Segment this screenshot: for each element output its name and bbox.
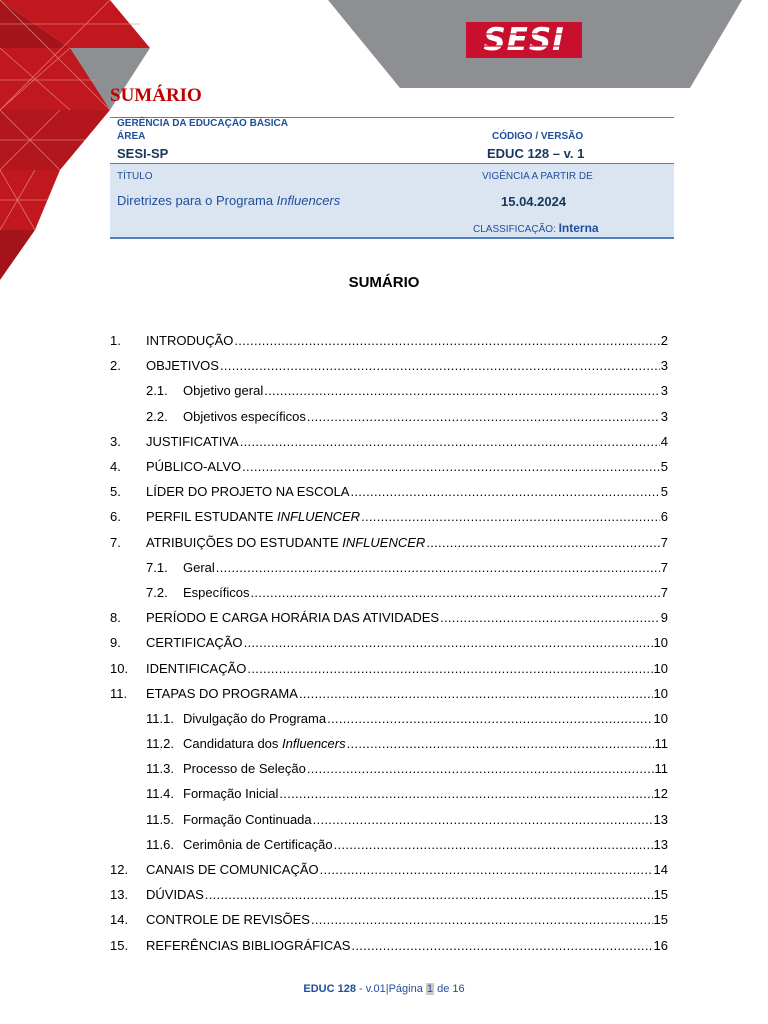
toc-entry-title: INTRODUÇÃO [146, 333, 234, 349]
toc-leader-dots [334, 837, 653, 852]
table-of-contents [110, 328, 668, 958]
toc-entry[interactable] [110, 807, 668, 832]
toc-leader-dots [216, 560, 660, 575]
toc-entry-page: 5 [660, 459, 668, 475]
toc-entry-title: CANAIS DE COMUNICAÇÃO [146, 862, 319, 878]
toc-entry-page: 3 [660, 358, 668, 374]
toc-leader-dots [307, 409, 660, 424]
toc-entry-title: Específicos [183, 584, 250, 600]
area-value: SESI-SP [117, 146, 169, 161]
toc-leader-dots [320, 862, 653, 877]
toc-entry-number: 4. [110, 459, 121, 475]
toc-entry-title: Cerimônia de Certificação [183, 836, 333, 852]
toc-entry-number: 11.6. [146, 836, 174, 852]
toc-entry[interactable] [110, 378, 668, 403]
toc-entry-title: CERTIFICAÇÃO [146, 635, 243, 651]
toc-leader-dots [240, 434, 660, 449]
vigencia-label: VIGÊNCIA A PARTIR DE [482, 171, 593, 182]
toc-entry-page: 12 [653, 786, 668, 802]
toc-entry-number: 11.2. [146, 736, 174, 752]
toc-entry-title: Candidatura dos Influencers [183, 736, 346, 752]
toc-entry-page: 14 [653, 862, 668, 878]
toc-entry-number: 11.1. [146, 710, 174, 726]
toc-leader-dots [426, 535, 659, 550]
toc-entry-page: 2 [660, 333, 668, 349]
toc-entry-number: 13. [110, 887, 129, 903]
toc-entry-title: Formação Inicial [183, 786, 279, 802]
toc-entry-number: 15. [110, 937, 129, 953]
toc-leader-dots [347, 736, 654, 751]
toc-entry-page: 10 [653, 660, 668, 676]
toc-entry[interactable] [110, 706, 668, 731]
toc-leader-dots [220, 358, 660, 373]
toc-leader-dots [299, 686, 653, 701]
toc-entry[interactable] [110, 756, 668, 781]
toc-entry-title: LÍDER DO PROJETO NA ESCOLA [146, 484, 350, 500]
toc-entry[interactable] [110, 429, 668, 454]
toc-entry-number: 7.1. [146, 559, 168, 575]
toc-entry-number: 12. [110, 862, 129, 878]
toc-entry-page: 13 [653, 836, 668, 852]
toc-entry-title: PÚBLICO-ALVO [146, 459, 242, 475]
toc-entry[interactable] [110, 731, 668, 756]
toc-entry-page: 16 [653, 937, 668, 953]
toc-entry[interactable] [110, 555, 668, 580]
toc-entry-page: 10 [653, 635, 668, 651]
toc-entry-title: Objetivos específicos [183, 408, 306, 424]
toc-entry-title: Geral [183, 559, 215, 575]
toc-entry-number: 3. [110, 433, 121, 449]
toc-title: SUMÁRIO [348, 274, 420, 291]
page-heading: SUMÁRIO [110, 85, 202, 106]
toc-entry-page: 10 [653, 710, 668, 726]
toc-entry[interactable] [110, 404, 668, 429]
toc-entry-number: 7. [110, 534, 121, 550]
toc-entry[interactable] [110, 353, 668, 378]
toc-entry-page: 5 [660, 484, 668, 500]
toc-entry-number: 2.2. [146, 408, 168, 424]
codigo-label: CÓDIGO / VERSÃO [492, 131, 584, 142]
toc-entry[interactable] [110, 454, 668, 479]
page-footer [0, 983, 768, 995]
toc-entry-number: 2.1. [146, 383, 168, 399]
toc-entry-title: Processo de Seleção [183, 761, 306, 777]
toc-entry[interactable] [110, 933, 668, 958]
toc-entry[interactable] [110, 479, 668, 504]
toc-entry-title: ATRIBUIÇÕES DO ESTUDANTE INFLUENCER [146, 534, 426, 550]
toc-leader-dots [313, 812, 653, 827]
toc-entry[interactable] [110, 530, 668, 555]
toc-entry[interactable] [110, 907, 668, 932]
toc-entry-title: REFERÊNCIAS BIBLIOGRÁFICAS [146, 937, 351, 953]
toc-leader-dots [311, 912, 653, 927]
titulo-label: TÍTULO [117, 171, 153, 182]
toc-entry-number: 6. [110, 509, 121, 525]
gerencia-label: GERÊNCIA DA EDUCAÇÃO BÁSICA [117, 118, 288, 129]
toc-leader-dots [279, 786, 652, 801]
toc-entry[interactable] [110, 655, 668, 680]
vigencia-value: 15.04.2024 [501, 194, 567, 209]
toc-entry-page: 7 [660, 559, 668, 575]
toc-entry-title: Divulgação do Programa [183, 710, 327, 726]
toc-entry[interactable] [110, 630, 668, 655]
sesi-logo: SESI [466, 22, 582, 58]
document-header-table [110, 117, 674, 237]
toc-entry-title: DÚVIDAS [146, 887, 204, 903]
codigo-value: EDUC 128 – v. 1 [487, 146, 585, 161]
toc-entry-title: ETAPAS DO PROGRAMA [146, 685, 298, 701]
toc-entry-page: 15 [653, 912, 668, 928]
toc-entry-title: JUSTIFICATIVA [146, 433, 239, 449]
toc-entry-number: 10. [110, 660, 129, 676]
toc-leader-dots [242, 459, 660, 474]
toc-entry[interactable] [110, 580, 668, 605]
toc-entry[interactable] [110, 882, 668, 907]
toc-leader-dots [440, 610, 660, 625]
toc-entry-number: 11. [110, 685, 128, 701]
toc-entry-title: PERFIL ESTUDANTE INFLUENCER [146, 509, 361, 525]
toc-entry-number: 11.4. [146, 786, 174, 802]
toc-leader-dots [250, 585, 659, 600]
toc-entry-number: 2. [110, 358, 121, 374]
footer-page: 1 [426, 983, 434, 995]
toc-entry-number: 11.3. [146, 761, 174, 777]
toc-entry[interactable] [110, 328, 668, 353]
toc-entry-page: 11 [654, 736, 668, 752]
toc-entry-page: 3 [660, 408, 668, 424]
toc-entry-page: 6 [660, 509, 668, 525]
toc-entry-title: IDENTIFICAÇÃO [146, 660, 247, 676]
titulo-value: Diretrizes para o Programa Influencers [117, 193, 341, 208]
toc-entry-title: PERÍODO E CARGA HORÁRIA DAS ATIVIDADES [146, 610, 440, 626]
toc-entry[interactable] [110, 832, 668, 857]
classificacao: CLASSIFICAÇÃO: Interna [473, 221, 599, 235]
toc-leader-dots [247, 661, 652, 676]
toc-entry-page: 9 [660, 610, 668, 626]
toc-entry-page: 13 [653, 811, 668, 827]
toc-entry-number: 8. [110, 610, 121, 626]
toc-entry-title: OBJETIVOS [146, 358, 219, 374]
toc-leader-dots [264, 383, 660, 398]
toc-leader-dots [361, 509, 660, 524]
toc-entry[interactable] [110, 504, 668, 529]
toc-entry-title: Formação Continuada [183, 811, 312, 827]
toc-entry-number: 9. [110, 635, 121, 651]
footer-of: de 16 [434, 983, 465, 995]
toc-entry-number: 11.5. [146, 811, 174, 827]
toc-leader-dots [244, 635, 653, 650]
toc-leader-dots [307, 761, 654, 776]
toc-entry-page: 10 [653, 685, 668, 701]
toc-leader-dots [327, 711, 652, 726]
toc-leader-dots [351, 938, 652, 953]
toc-leader-dots [234, 333, 659, 348]
toc-entry-number: 7.2. [146, 584, 168, 600]
toc-entry-page: 4 [660, 433, 668, 449]
toc-leader-dots [350, 484, 659, 499]
footer-code: EDUC 128 [303, 983, 356, 995]
toc-entry-page: 7 [660, 534, 668, 550]
toc-leader-dots [205, 887, 653, 902]
toc-entry-number: 14. [110, 912, 129, 928]
toc-entry[interactable] [110, 781, 668, 806]
toc-entry-page: 7 [660, 584, 668, 600]
toc-entry-title: CONTROLE DE REVISÕES [146, 912, 310, 928]
toc-entry-page: 11 [654, 761, 668, 777]
toc-entry-title: Objetivo geral [183, 383, 264, 399]
toc-entry-page: 3 [660, 383, 668, 399]
toc-entry[interactable] [110, 857, 668, 882]
footer-sep: - v.01|Página [355, 983, 426, 995]
toc-entry[interactable] [110, 681, 668, 706]
toc-entry-number: 5. [110, 484, 121, 500]
toc-entry[interactable] [110, 605, 668, 630]
area-label: ÁREA [117, 131, 146, 142]
toc-entry-page: 15 [653, 887, 668, 903]
toc-entry-number: 1. [110, 333, 121, 349]
